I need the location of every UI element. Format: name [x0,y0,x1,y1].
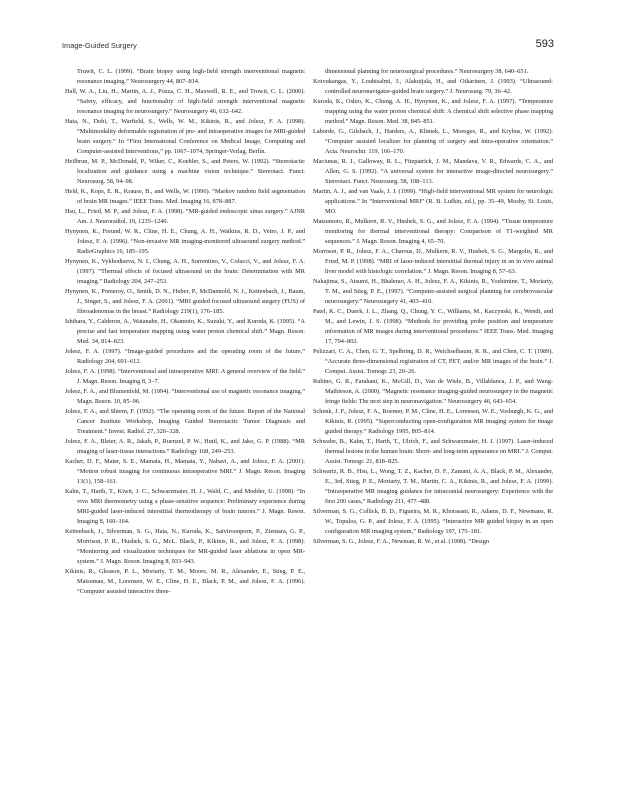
reference-entry [313,77,553,97]
reference-text: Hsu, L., Fried, M. P., and Jolesz, F. A. (1998). “MR-guided endoscopic sinus surgery.” AJNR Am. J. Neuroradiol. 19, 1235–1240. [65,208,305,225]
reference-text: Jolesz, F. A. (1997). “Image-guided procedures and the operating room of the future.” Radiology 204, 601–612. [65,348,305,365]
reference-text: Jolesz, F. A., and Blumenfeld, M. (1994). “Interventional use of magnetic resonance imaging.” Magn. Reson. 10, 85–96. [65,388,305,405]
reference-entry [313,467,553,507]
reference-entry [65,347,305,367]
reference-entry [313,307,553,347]
references-right-column [313,67,553,547]
reference-entry [65,487,305,527]
reference-text: Kuroda, K., Oshio, K., Chung, A. H., Hynynen, K., and Jolesz, F. A. (1997). “Temperature mapping using the water proton chemical shift: A chemical shift selective phase mapping method.” Magn. Reson. Med. 38, 845–851. [313,98,553,125]
reference-text: Patel, K. C., Duerk, J. L., Zhang, Q., Chung, Y. C., Williams, M., Kaczynski, K., Wendt, and M., and Lewin, J. S. (1998). “Methods for providing probe position and temperature information of MR images during interventional procedures.” IEEE Trans. Med. Imaging 17, 794–802. [313,308,553,345]
reference-text: Matsumoto, R., Mulkern, R. V., Hushek, S. G., and Jolesz, F. A. (1994). “Tissue temperature monitoring for thermal interventional therapy: Comparison of T1-weighted MR sequences.” J. Magn. Reson. Imaging 4, 65–70. [313,218,553,245]
reference-entry [65,567,305,597]
reference-text: Silverman, S. G., Collick, B. D., Figueira, M. R., Khorasani, R., Adams, D. F., Newmans, R. W., Topulos, G. P., and Jolesz, F. A. (1995). “Interactive MR guided biopsy in an open configuration MR imaging system,” Radiology 197, 175–181. [313,508,553,535]
reference-text: Nakajima, S., Atsumi, H., Bhalerao, A. H., Jolesz, F. A., Kikinis, R., Yoshimine, T., Moriarty, T. M., and Stieg, P. E., (1997). “Computer-assisted surgical planning for cerebrovascular neurosurgery.” Neurosurgery 41, 403–410. [313,278,553,305]
reference-entry [313,67,553,77]
reference-entry [313,157,553,187]
reference-text: Jolesz, F. A. (1998). “Interventional and intraoperative MRI: A general overview of the field.” J. Magn. Reson. Imaging 8, 3–7. [65,368,305,385]
reference-entry [65,287,305,317]
reference-text: Morrison, P. R., Jolesz, F. A., Charous, D., Mulkern, R. V., Hushek, S. G., Margolis, R., and Fried, M. P. (1998). “MRI of laser-induced interstitial thermal injury in an in vivo animal liver model with histologic correlation.” J. Magn. Reson. Imaging 8, 57–63. [313,248,553,275]
reference-text: Kacher, D. F., Maier, S. E., Mamata, H., Mamata, Y., Nabavi, A., and Jolesz, F. A. (2001). “Motion robust imaging for continuous intraoperative MRI.” J. Magn. Reson. Imaging 13(1), 158–161. [65,458,305,485]
reference-text: Hynynen, K., Freund, W. R., Cline, H. E., Chung, A. H., Watkins, R. D., Vetro, J. P., and Jolesz, F. A. (1996). “Non-invasive MR imaging-monitored ultrasound surgery method.” RadioGraphics 16, 185–195. [65,228,305,255]
reference-entry [313,537,553,547]
reference-entry [313,277,553,307]
reference-entry [65,157,305,187]
reference-entry [65,527,305,567]
reference-entry [65,257,305,287]
reference-text: Truwit, C. L. (1999). “Brain biopsy using high-field strength interventional magnetic resonance imaging.” Neurosurgery 44, 807–814. [77,68,305,85]
reference-text: Hynynen, K., Pomeroy, O., Smith, D. N., Huber, P., McDannold, N. J., Kettenbach, J., Baum, J., Singer, S., and Jolesz, F. A. (2001). “MRI guided focused ultrasound surgery (FUS) of fibroadenomas in the breast.” Radiology 219(1), 176–185. [65,288,305,315]
reference-text: Jolesz, F. A., and Shtern, F. (1992). “The operating room of the future. Report of the National Cancer Institute Workshop, Imaging Guided Stereotactic Tumor Diagnosis and Treatment.” Invest. Radiol. 27, 326–328. [65,408,305,435]
reference-text: Laborde, G., Gilsbach, J., Harders, A., Klimek, L., Moesges, R., and Krybus, W. (1992). “Computer assisted localizer for planning of surgery and intra-operative orientation.” Acta. Neurochir. 119, 166–170. [313,128,553,155]
reference-text: Silverman, S. G., Jolesz, F. A., Newman, R. W., et al. (1998). “Design [313,538,490,545]
reference-entry [313,437,553,467]
reference-entry [65,67,305,87]
reference-text: Kettenbach, J., Silverman, S. G., Hata, N., Kuroda, K., Saiviroonporn, P., Zientara, G. P., Morrison, P. R., Hushek, S. G., McL. Black, P., Kikinis, R., and Jolesz, F. A. (1998). “Monitoring and visualization techniques for MR-guided laser ablations in open MR-system.” J. Magn. Reson. Imaging 8, 933–943. [65,528,305,565]
reference-text: Schwabe, B., Kahn, T., Harth, T., Ulrich, F., and Schwarzmaier, H. J. (1997). Laser-induced thermal lesions in the human brain: Short- and long-term appearance on MRI.” J. Comput. Assist. Tomogr. 21, 818–825. [313,438,553,465]
running-head: Image-Guided Surgery [62,41,137,50]
reference-text: Hall, W. A., Liu, H., Martin, A. J., Pozza, C. H., Maxwell, R. E., and Truwit, C. L. (2000). “Safety, efficacy, and functionality of high-field strength interventional magnetic resonance imaging for neurosurgery.” Neurosurgery 46, 632–642. [65,88,305,115]
reference-text: Koivukangas, Y., Louhisalmi, J., Alakuijala, H., and Oikarinen, J. (1993). “Ultrasound-controlled neuronavigator-guided brain surgery.” J. Neurosurg. 79, 36–42. [313,78,553,95]
reference-text: Hata, N., Dohi, T., Warfield, S., Wells, W. M., Kikinis, R., and Jolesz, F. A. (1998). “Multimodality deformable registration of pre- and intraoperative images for MRI-guided brain surgery.” In “First International Conference on Medical Image, Computing and Computer-assisted Interventions,” pp. 1067–1074, Springer-Verlag, Berlin. [65,118,305,155]
reference-text: Rubino, G. R., Farahani, K., McGill, D., Van de Wiele, B., Villablanca, J. P., and Wang-Mathieson, A. (2000). “Magnetic resonance imaging-guided neurosurgery in the magnetic fringe fields: The next step in neuronavigation.” Neurosurgery 46, 643–654. [313,378,553,405]
reference-text: Pelizzari, C. A., Chen, G. T., Spelbring, D. R., Weichselbaum, R. R., and Chen, C. T. (1989). “Accurate three-dimensional registration of CT, PET, and/or MR images of the brain.” J. Comput. Assist. Tomogr. 23, 20–26. [313,348,553,375]
reference-text: Held, K., Kops, E. R., Krause, B., and Wells, W. (1996). “Markov random field segmentation of brain MR images.” IEEE Trans. Med. Imaging 16, 878–887. [65,188,305,205]
reference-entry [65,437,305,457]
reference-entry [313,217,553,247]
reference-entry [313,507,553,537]
page-header [62,38,554,55]
reference-text: Hynynen, K., Vykhodtseva, N. I., Chung, A. H., Sorrentino, V., Colucci, V., and Jolesz, F. A. (1997). “Thermal effects of focused ultrasound on the brain: Determination with MR imaging.” Radiology 204, 247–253. [65,258,305,285]
reference-entry [313,97,553,127]
reference-entry [65,87,305,117]
reference-entry [313,377,553,407]
reference-entry [313,187,553,217]
reference-entry [65,457,305,487]
reference-text: dimensional planning for neurosurgical procedures.” Neurosurgery 38, 640–651. [325,68,529,75]
reference-text: Maciunas, R. J., Galloway, R. L., Fitzpatrick, J. M., Mandava, V. R., Edwards, C. A., and Allen, G. S. (1992). “A universal system for interactive image-directed neurosurgery.” Stereotact. Funct. Neurosurg. 58, 108–113. [313,158,553,185]
references-left-column [65,67,305,597]
page-number: 593 [535,38,554,50]
reference-text: Heilbrun, M. P., McDonald, P., Wiker, C., Koehler, S., and Peters, W. (1992). “Stereotactic localization and guidance using a machine vision technique.” Stereotact. Funct. Neurosurg. 58, 94–98. [65,158,305,185]
reference-entry [65,207,305,227]
reference-entry [313,127,553,157]
reference-entry [313,247,553,277]
reference-entry [65,367,305,387]
reference-text: Kahn, T., Harth, T., Kiwit, J. C., Schwarzmaier, H. J., Wald, C., and Modder, U. (1998). “In vivo MRI thermometry using a phase-sensitive sequence: Preliminary experience during MRI-guided laser-induced interstitial thermotherapy of brain tumors.” J. Magn. Reson. Imaging 8, 160–164. [65,488,305,525]
reference-text: Martin, A. J., and van Vaals, J. J. (1999). “High-field interventional MR system for neurologic applications.” In “Interventional MRI” (R. B. Lufkin, ed.), pp. 35–49, Mosby, St. Louis, MO. [313,188,553,215]
reference-entry [65,407,305,437]
reference-text: Jolesz, F. A., Bleier, A. R., Jakab, P., Ruenzel, P. W., Huttl, K., and Jako, G. P. (1988). “MR imaging of laser-tissue interactions.” Radiology 168, 249–253. [65,438,305,455]
reference-entry [313,347,553,377]
reference-entry [65,227,305,257]
reference-entry [313,407,553,437]
reference-entry [65,317,305,347]
reference-entry [65,117,305,157]
reference-text: Kikinis, R., Gleason, P. L., Moriarty, T. M., Moore, M. R., Alexander, E., Stieg, P. E., Matsumae, M., Lorensen, W. E., Cline, H. E., Black, P. M., and Jolesz, F. A. (1996). “Computer assisted interactive three- [65,568,305,595]
reference-text: Schwartz, R. B., Hsu, L., Wong, T. Z., Kacher, D. F., Zamani, A. A., Black, P. M., Alexander, E., 3rd, Stieg, P. E., Moriarty, T. M., Martin, C. A., Kikinis, R., and Jolesz, F. A. (1999). “Intraoperative MR imaging guidance for intracranial neurosurgery: Experience with the first 200 cases,” Radiology 211, 477–488. [313,468,553,505]
reference-entry [65,187,305,207]
reference-entry [65,387,305,407]
reference-text: Ishihara, Y., Calderon, A., Watanabe, H., Okamoto, K., Suzuki, Y., and Kuroda, K. (1995). “A precise and fast temperature mapping using water proton chemical shift.” Magn. Reson. Med. 34, 814–823. [65,318,305,345]
reference-text: Schenk, J. F., Jolesz, F. A., Roemer, P. M., Cline, H. E., Lorensen, W. E., Vosburgh, K. G., and Kikinis, R. (1995). “Superconducting open-configuration MR imaging system for image guided therapy.” Radiology 1995, 805–814. [313,408,553,435]
